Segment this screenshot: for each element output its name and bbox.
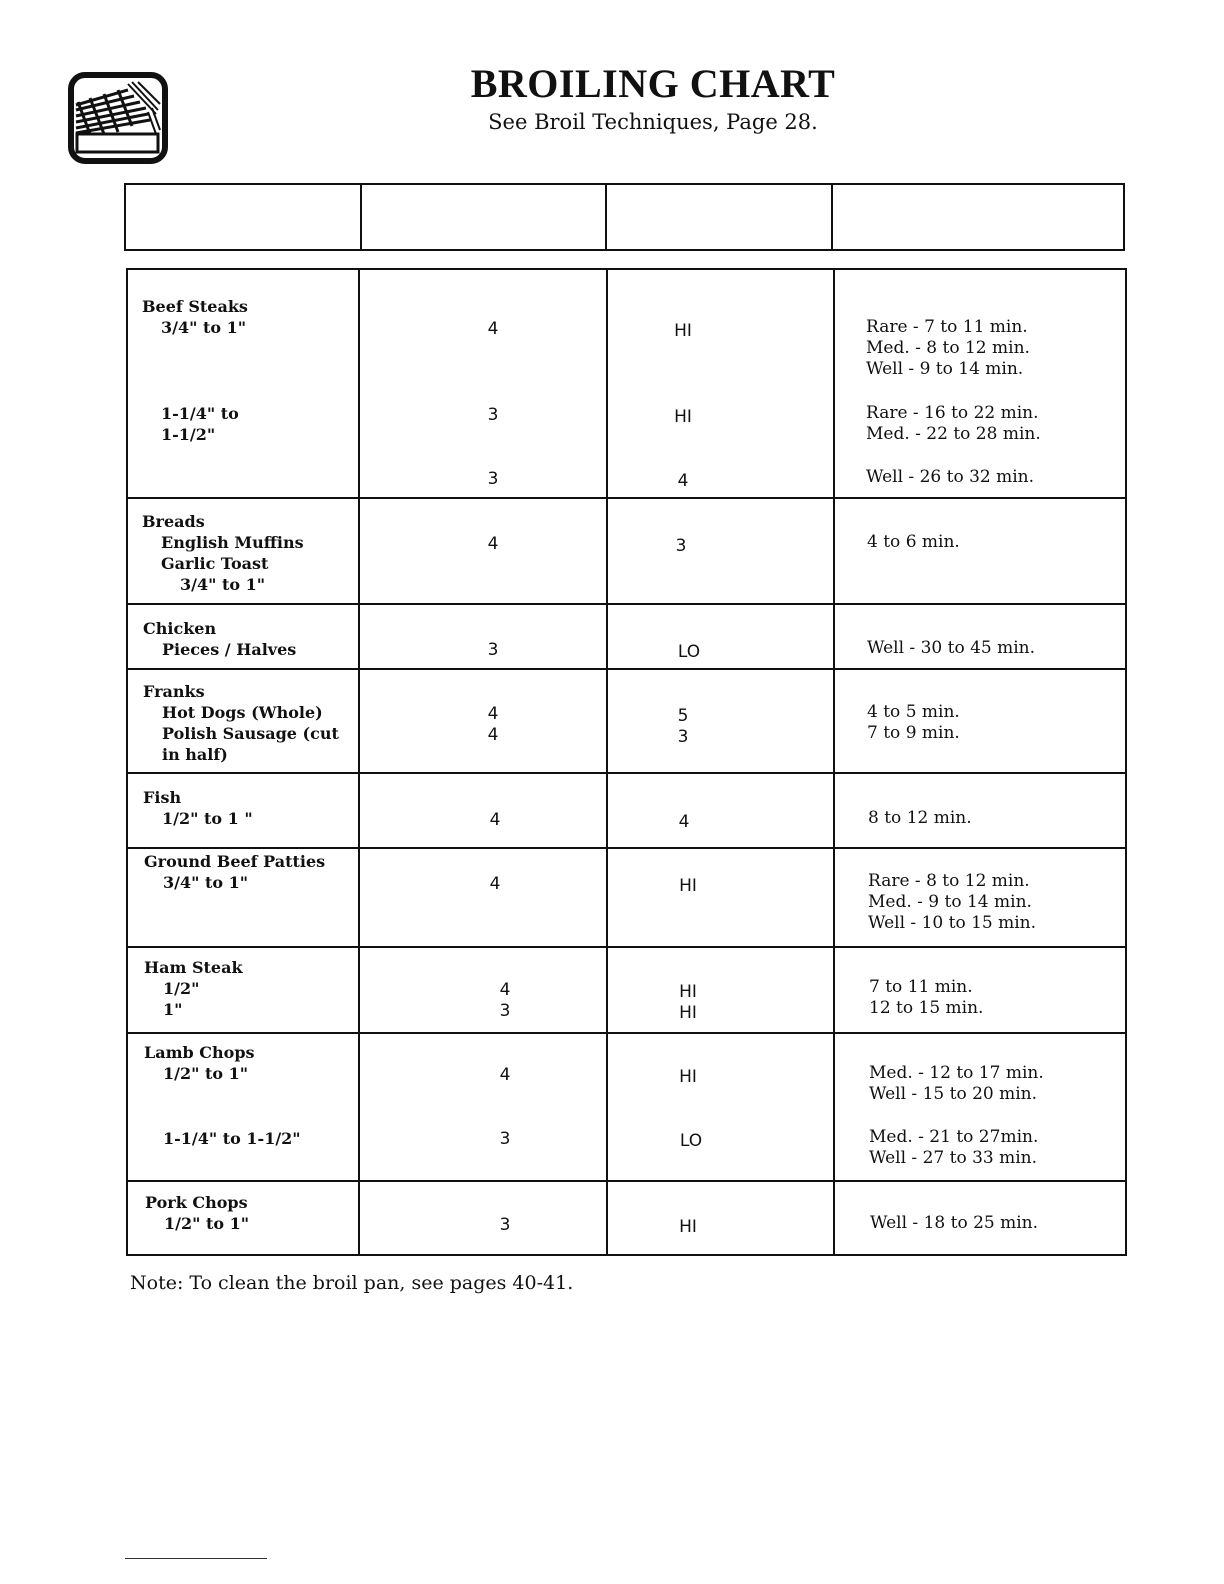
row-divider [128,1180,1125,1182]
food-variant: Garlic Toast [161,554,269,573]
column-divider [833,270,835,1254]
header-column-divider [831,185,833,249]
cook-time [867,532,960,553]
cook-time [866,317,1030,380]
cook-time-line: Well - 27 to 33 min. [869,1148,1038,1168]
setting-value: HI [679,1003,697,1023]
rack-position: 4 [487,319,499,339]
cook-time [869,1127,1038,1169]
rack-position: 3 [499,1129,511,1149]
broil-setting: 4 [677,471,689,491]
cook-time-line: 4 to 6 min. [867,532,960,552]
food-size: 1/2" to 1" [163,1064,249,1083]
rack-position: 4 [489,810,501,830]
cook-time-line: Med. - 12 to 17 min. [869,1063,1044,1083]
food-variant: Polish Sausage (cut [162,724,339,743]
food-size: 1-1/4" to [161,404,239,423]
food-size: 1/2" to 1" [164,1214,250,1233]
header-column-divider [605,185,607,249]
setting-value: 5 [677,706,689,726]
broil-setting [663,982,713,1024]
cook-time-line: Med. - 21 to 27min. [869,1127,1039,1147]
rack-position: 3 [499,1215,511,1235]
food-size: 1/2" [163,979,200,998]
rack-value: 4 [487,725,499,745]
rack-position [480,980,530,1022]
row-divider [128,847,1125,849]
cook-time-line: Well - 26 to 32 min. [866,467,1035,487]
broil-setting: HI [679,876,697,896]
food-cell-ground-beef-patties [144,851,325,893]
rack-position: 3 [487,405,499,425]
cook-time-line: Well - 10 to 15 min. [868,913,1037,933]
food-size: 3/4" to 1" [161,318,247,337]
cook-time-line: 7 to 11 min. [869,977,973,997]
broil-setting: LO [679,1131,703,1151]
row-divider [128,497,1125,499]
food-size: 1/2" to 1 " [162,809,253,828]
food-size: 3/4" to 1" [180,575,266,594]
rack-value: 4 [499,980,511,1000]
food-cell-beef-steaks-thick [142,403,239,445]
food-cell-chicken [143,618,296,660]
food-name: Franks [143,682,205,701]
food-name: Beef Steaks [142,297,248,316]
cook-time [869,1063,1044,1105]
cook-time-line: Rare - 8 to 12 min. [868,871,1030,891]
row-divider [128,668,1125,670]
food-name: Chicken [143,619,217,638]
food-variant: Hot Dogs (Whole) [162,703,323,722]
page-subtitle: See Broil Techniques, Page 28. [488,110,818,134]
header-column-divider [360,185,362,249]
rack-position: 4 [499,1065,511,1085]
broil-setting: LO [677,642,701,662]
food-cell-lamb-chops-thick [144,1128,301,1149]
broil-setting: 3 [675,536,687,556]
food-name: Ground Beef Patties [144,852,326,871]
food-variant: Pieces / Halves [162,640,297,659]
cook-time [867,702,960,744]
food-size: 1-1/2" [161,425,216,444]
rack-value: 3 [499,1001,511,1021]
rack-position [468,704,518,746]
food-cell-fish [143,787,253,829]
rack-value: 4 [487,704,499,724]
column-divider [606,270,608,1254]
row-divider [128,772,1125,774]
cook-time-line: 8 to 12 min. [868,808,972,828]
food-name: Lamb Chops [144,1043,255,1062]
table-header-box [124,183,1125,251]
row-divider [128,946,1125,948]
row-divider [128,1032,1125,1034]
setting-value: HI [679,982,697,1002]
food-size: 3/4" to 1" [163,873,249,892]
broil-setting: HI [674,321,692,341]
cook-time [866,467,1034,488]
rack-position: 3 [487,469,499,489]
cook-time-line: 4 to 5 min. [867,702,960,722]
cook-time-line: 7 to 9 min. [867,723,960,743]
cook-time-line: Well - 18 to 25 min. [870,1213,1039,1233]
rack-position: 4 [489,874,501,894]
column-divider [358,270,360,1254]
broil-setting [658,706,708,748]
food-name: Ham Steak [144,958,243,977]
rack-position: 3 [487,640,499,660]
setting-value: 3 [677,727,689,747]
broil-setting: HI [679,1067,697,1087]
cook-time-line: Well - 9 to 14 min. [866,359,1024,379]
cook-time-line: Well - 15 to 20 min. [869,1084,1038,1104]
cook-time [869,977,983,1019]
broil-setting: 4 [678,812,690,832]
food-name: Fish [143,788,182,807]
food-variant: in half) [162,745,228,764]
food-size: 1" [163,1000,183,1019]
food-name: Breads [142,512,205,531]
food-size: 1-1/4" to 1-1/2" [163,1129,301,1148]
food-cell-ham-steak [144,957,243,1020]
cook-time-line: Med. - 8 to 12 min. [866,338,1030,358]
cook-time-line: Med. - 22 to 28 min. [866,424,1041,444]
cook-time-line: 12 to 15 min. [869,998,984,1018]
food-cell-franks [143,681,339,765]
food-name: Pork Chops [145,1193,248,1212]
cook-time [867,638,1035,659]
cook-time [866,403,1041,445]
food-cell-breads [142,511,304,595]
rack-position: 4 [487,534,499,554]
bottom-rule [125,1558,267,1559]
broil-pan-icon [68,72,168,164]
broil-setting: HI [679,1217,697,1237]
food-cell-lamb-chops [144,1042,255,1084]
cook-time-line: Rare - 7 to 11 min. [866,317,1028,337]
food-cell-beef-steaks [142,296,248,338]
cook-time-line: Well - 30 to 45 min. [867,638,1036,658]
broiling-table [126,268,1127,1256]
broil-setting: HI [674,407,692,427]
page-title: BROILING CHART [470,61,836,106]
food-cell-pork-chops [145,1192,249,1234]
cook-time-line: Rare - 16 to 22 min. [866,403,1039,423]
food-variant: English Muffins [161,533,304,552]
cook-time [870,1213,1038,1234]
row-divider [128,603,1125,605]
cook-time-line: Med. - 9 to 14 min. [868,892,1032,912]
footnote: Note: To clean the broil pan, see pages 40-41. [130,1272,574,1294]
cook-time [868,808,972,829]
cook-time [868,871,1036,934]
